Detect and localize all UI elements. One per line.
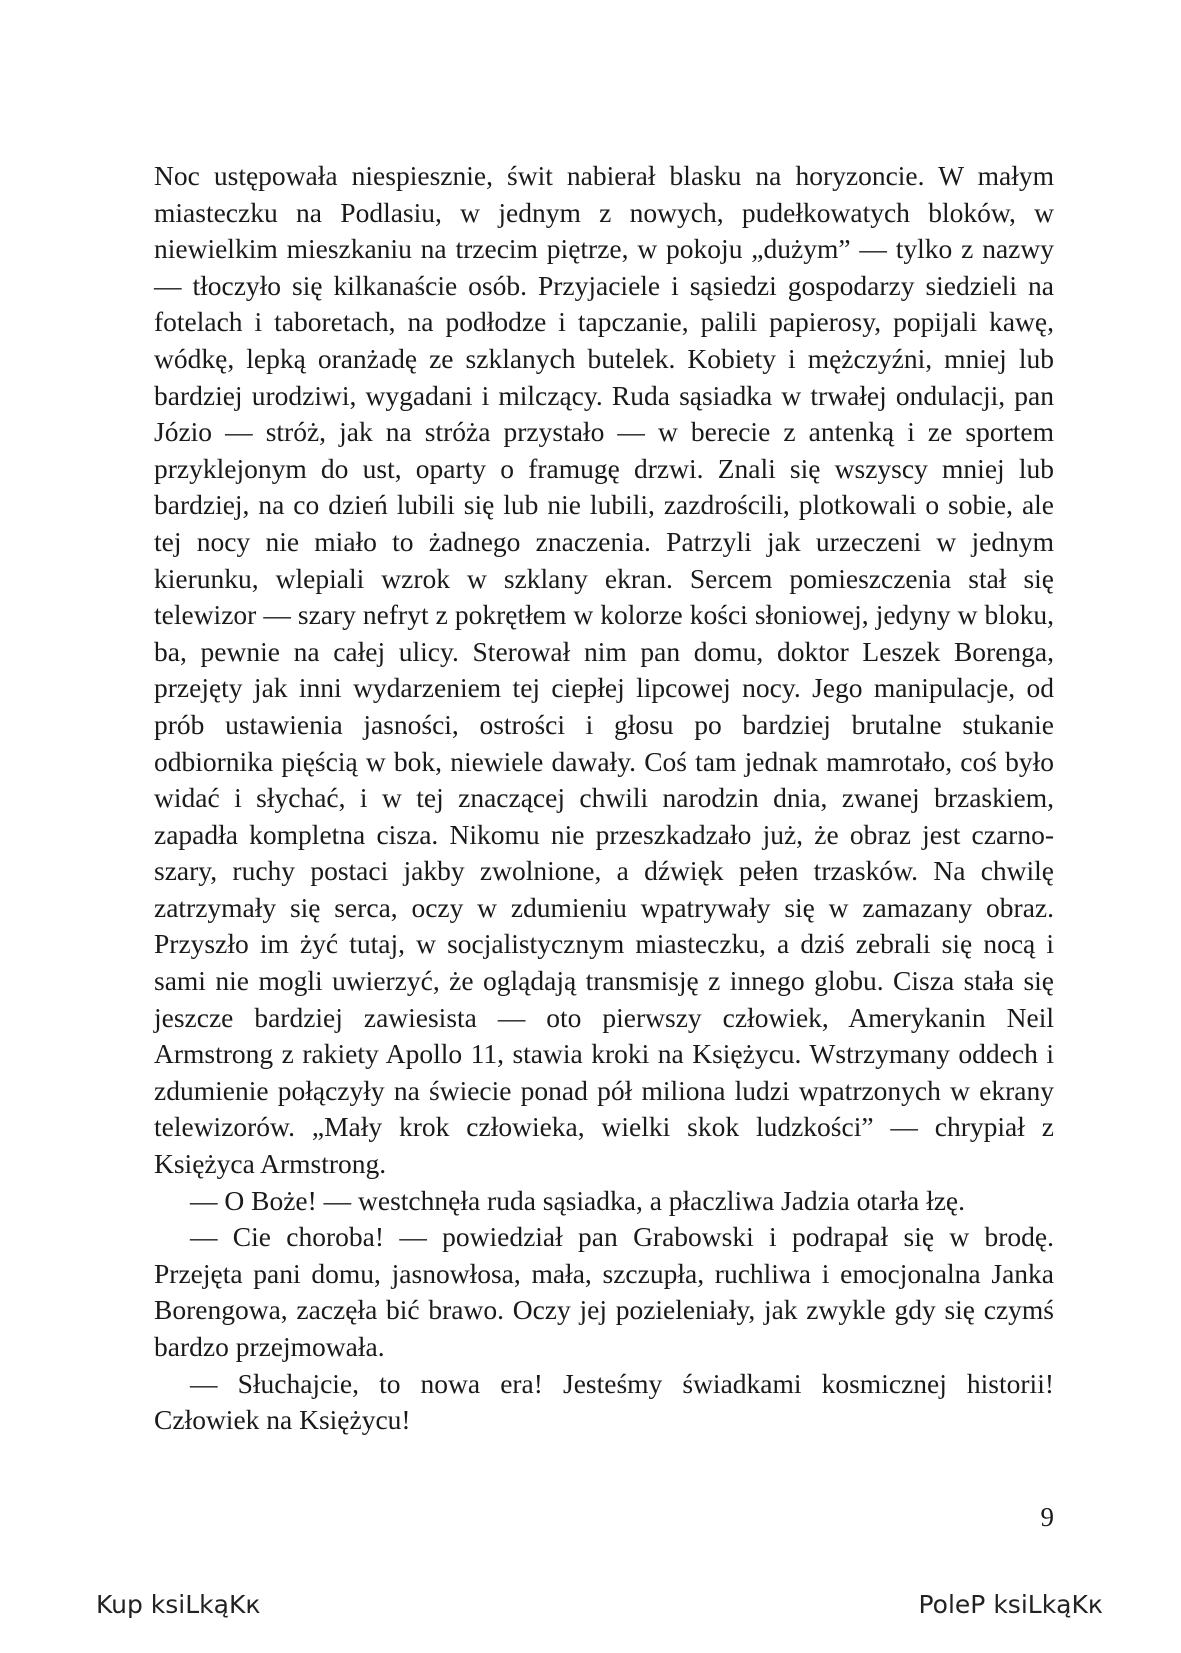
paragraph-dialogue-1: — O Boże! — westchnęła ruda sąsiadka, a płaczliwa Jadzia otarła łzę. [190,1184,966,1216]
book-text [154,158,1054,1439]
paragraph-dialogue-3: — Słuchajcie, to nowa era! Jesteśmy świadkami kosmicznej historii! Człowiek na Księżycu! [154,1367,1054,1436]
buy-book-link[interactable]: Kup ksiLkąKк [96,1590,261,1619]
paragraph-narration: Noc ustępowała niespiesznie, świt nabierał blasku na horyzoncie. W małym miasteczku na Podlasiu, w jednym z nowych, pudełkowatych bloków, w niewielkim mieszkaniu na trzecim piętrze, w pokoju „dużym” — tylko z nazwy — tłoczyło się kilkanaście osób. Przyjaciele i sąsiedzi gospodarzy siedzieli na fotelach i taboretach, na podłodze i tapczanie, palili papierosy, popijali kawę, wódkę, lepką oranżadę ze szklanych butelek. Kobiety i mężczyźni, mniej lub bardziej urodziwi, wygadani i milczący. Ruda sąsiadka w trwałej ondulacji, pan Józio — stróż, jak na stróża przystało — w berecie z antenką i ze sportem przyklejonym do ust, oparty o framugę drzwi. Znali się wszyscy mniej lub bardziej, na co dzień lubili się lub nie lubili, zazdrościli, plotkowali o sobie, ale tej nocy nie miało to żadnego znaczenia. Patrzyli jak urzeczeni w jednym kierunku, wlepiali wzrok w szklany ekran. Sercem pomieszczenia stał się telewizor — szary nefryt z pokrętłem w kolorze kości słoniowej, jedyny w bloku, ba, pewnie na całej ulicy. Sterował nim pan domu, doktor Leszek Borenga, przejęty jak inni wydarzeniem tej ciepłej lipcowej nocy. Jego manipulacje, od prób ustawienia jasności, ostrości i głosu po bardziej brutalne stukanie odbiornika pięścią w bok, niewiele dawały. Coś tam jednak mamrotało, coś było widać i słychać, i w tej znaczącej chwili narodzin dnia, zwanej brzaskiem, zapadła kompletna cisza. Nikomu nie przeszkadzało już, że obraz jest czarno-szary, ruchy postaci jakby zwolnione, a dźwięk pełen trzasków. Na chwilę zatrzymały się serca, oczy w zdumieniu wpatrywały się w zamazany obraz. Przyszło im żyć tutaj, w socjalistycznym miasteczku, a dziś zebrali się nocą i sami nie mogli uwierzyć, że oglądają transmisję z innego globu. Cisza stała się jeszcze bardziej zawiesista — oto pierwszy człowiek, Amerykanin Neil Armstrong z rakiety Apollo 11, stawia kroki na Księżycu. Wstrzymany oddech i zdumienie połączyły na świecie ponad pół miliona ludzi wpatrzonych w ekrany telewizorów. „Mały krok człowieka, wielki skok ludzkości” — chrypiał z Księżyca Armstrong. [154,160,1054,1180]
page-number: 9 [1040,1502,1054,1532]
paragraph-dialogue-2: — Cie choroba! — powiedział pan Grabowski i podrapał się w brodę. Przejęta pani domu, jasnowłosa, mała, szczupła, ruchliwa i emocjonalna Janka Borengowa, zaczęła bić brawo. Oczy jej pozieleniały, jak zwykle gdy się czymś bardzo przejmowała. [154,1221,1054,1362]
recommend-book-link[interactable]: PoleP ksiLkąKк [918,1590,1103,1619]
